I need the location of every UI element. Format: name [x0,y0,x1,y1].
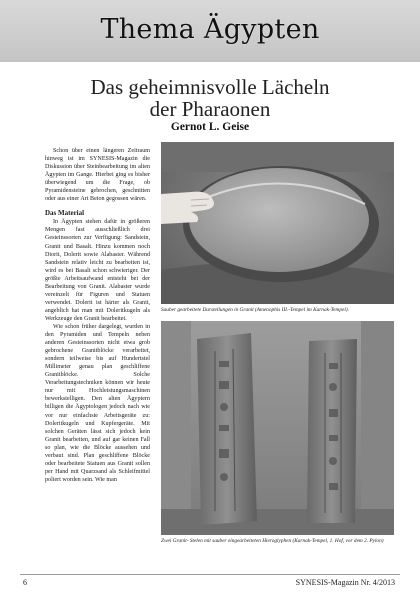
article-author: Gernot L. Geise [170,121,250,133]
figure-caption: Sauber gearbeitete Darstellungen in Granit (Amenophis III.-Tempel im Karnak-Tempel). [161,307,349,313]
article-title-line-2: der Pharaonen [149,97,271,121]
subheading: Das Material [45,209,85,218]
article-title-line-1: Das geheimnisvolle Lächeln [90,75,330,99]
magazine-issue: SYNESIS-Magazin Nr. 4/2013 [295,578,395,587]
granite-stelae-photo [161,321,394,535]
body-paragraph: In Ägypten stehen dafür in größeren Mengen fast ausschließlich drei Gesteinssorten zur Verfügung: Sandstein, Granit und Basalt. Hinzu kommen noch Diorit, Dolerit sowie Alabaster. Während Sandstein relativ leicht zu bearbeiten ist, wird es bei Basalt schon schwieriger. Der größte Arbeitsaufwand entsteht bei der Bearbeitung von Granit. Alabaster wurde vereinzelt für Figuren und Statuen verwendet. Dolerit ist härter als Granit, angeblich hat man mit Doleritkugeln als Werkzeuge den Granit bearbeitet. [45,219,150,322]
footer-rule [20,574,400,575]
article-text-column [45,147,150,484]
article-title [0,76,420,120]
page-number: 6 [23,578,27,587]
body-paragraph: Wie schon früher dargelegt, wurden in den Pyramiden und Tempeln neben anderen Gesteinssorten nicht etwa grob gebrochene Granitblöcke verarbeitet, sondern teilweise bis auf Hundertstel Millimeter genau plan geschliffene Granitblöcke. Solche Verarbeitungstechniken können wir heute nur mit Hochleistungsmaschinen bewerkstelligen. Den alten Ägyptern billigen die Ägyptologen jedoch nach wie vor nur einfachste Arbeitsgeräte zu: Doleritkugeln und Kupfergeräte. Mit solchen Geräten lässt sich jedoch kein Granit bearbeiten, und auf gar keinen Fall so plan, wie die Blöcke aussehen und verbaut sind. Plan geschliffene Blöcke oder bearbeitete Statuen aus Granit sollen per Hand mit Quarzsand als Schleifmittel poliert worden sein. Wie man [45,323,150,483]
section-title: Thema Ägypten [100,14,320,45]
intro-paragraph: Schon über einen längeren Zeitraum hinweg ist im SYNESIS-Magazin die Diskussion über Steinbearbeitung im alten Ägypten im Gange. Hierbei ging es bisher überwiegend um die Frage, ob Pyramidensteine gebrochen, geschnitten oder aus einer Art Beton gegossen wären. [45,148,150,203]
figure-caption: Zwei Granit- Stelen mit sauber eingearbeiteten Hieroglyphen (Karnak-Tempel, 1. Hof, vor dem 2. Pylon) [161,538,384,544]
granite-relief-photo [161,142,394,304]
